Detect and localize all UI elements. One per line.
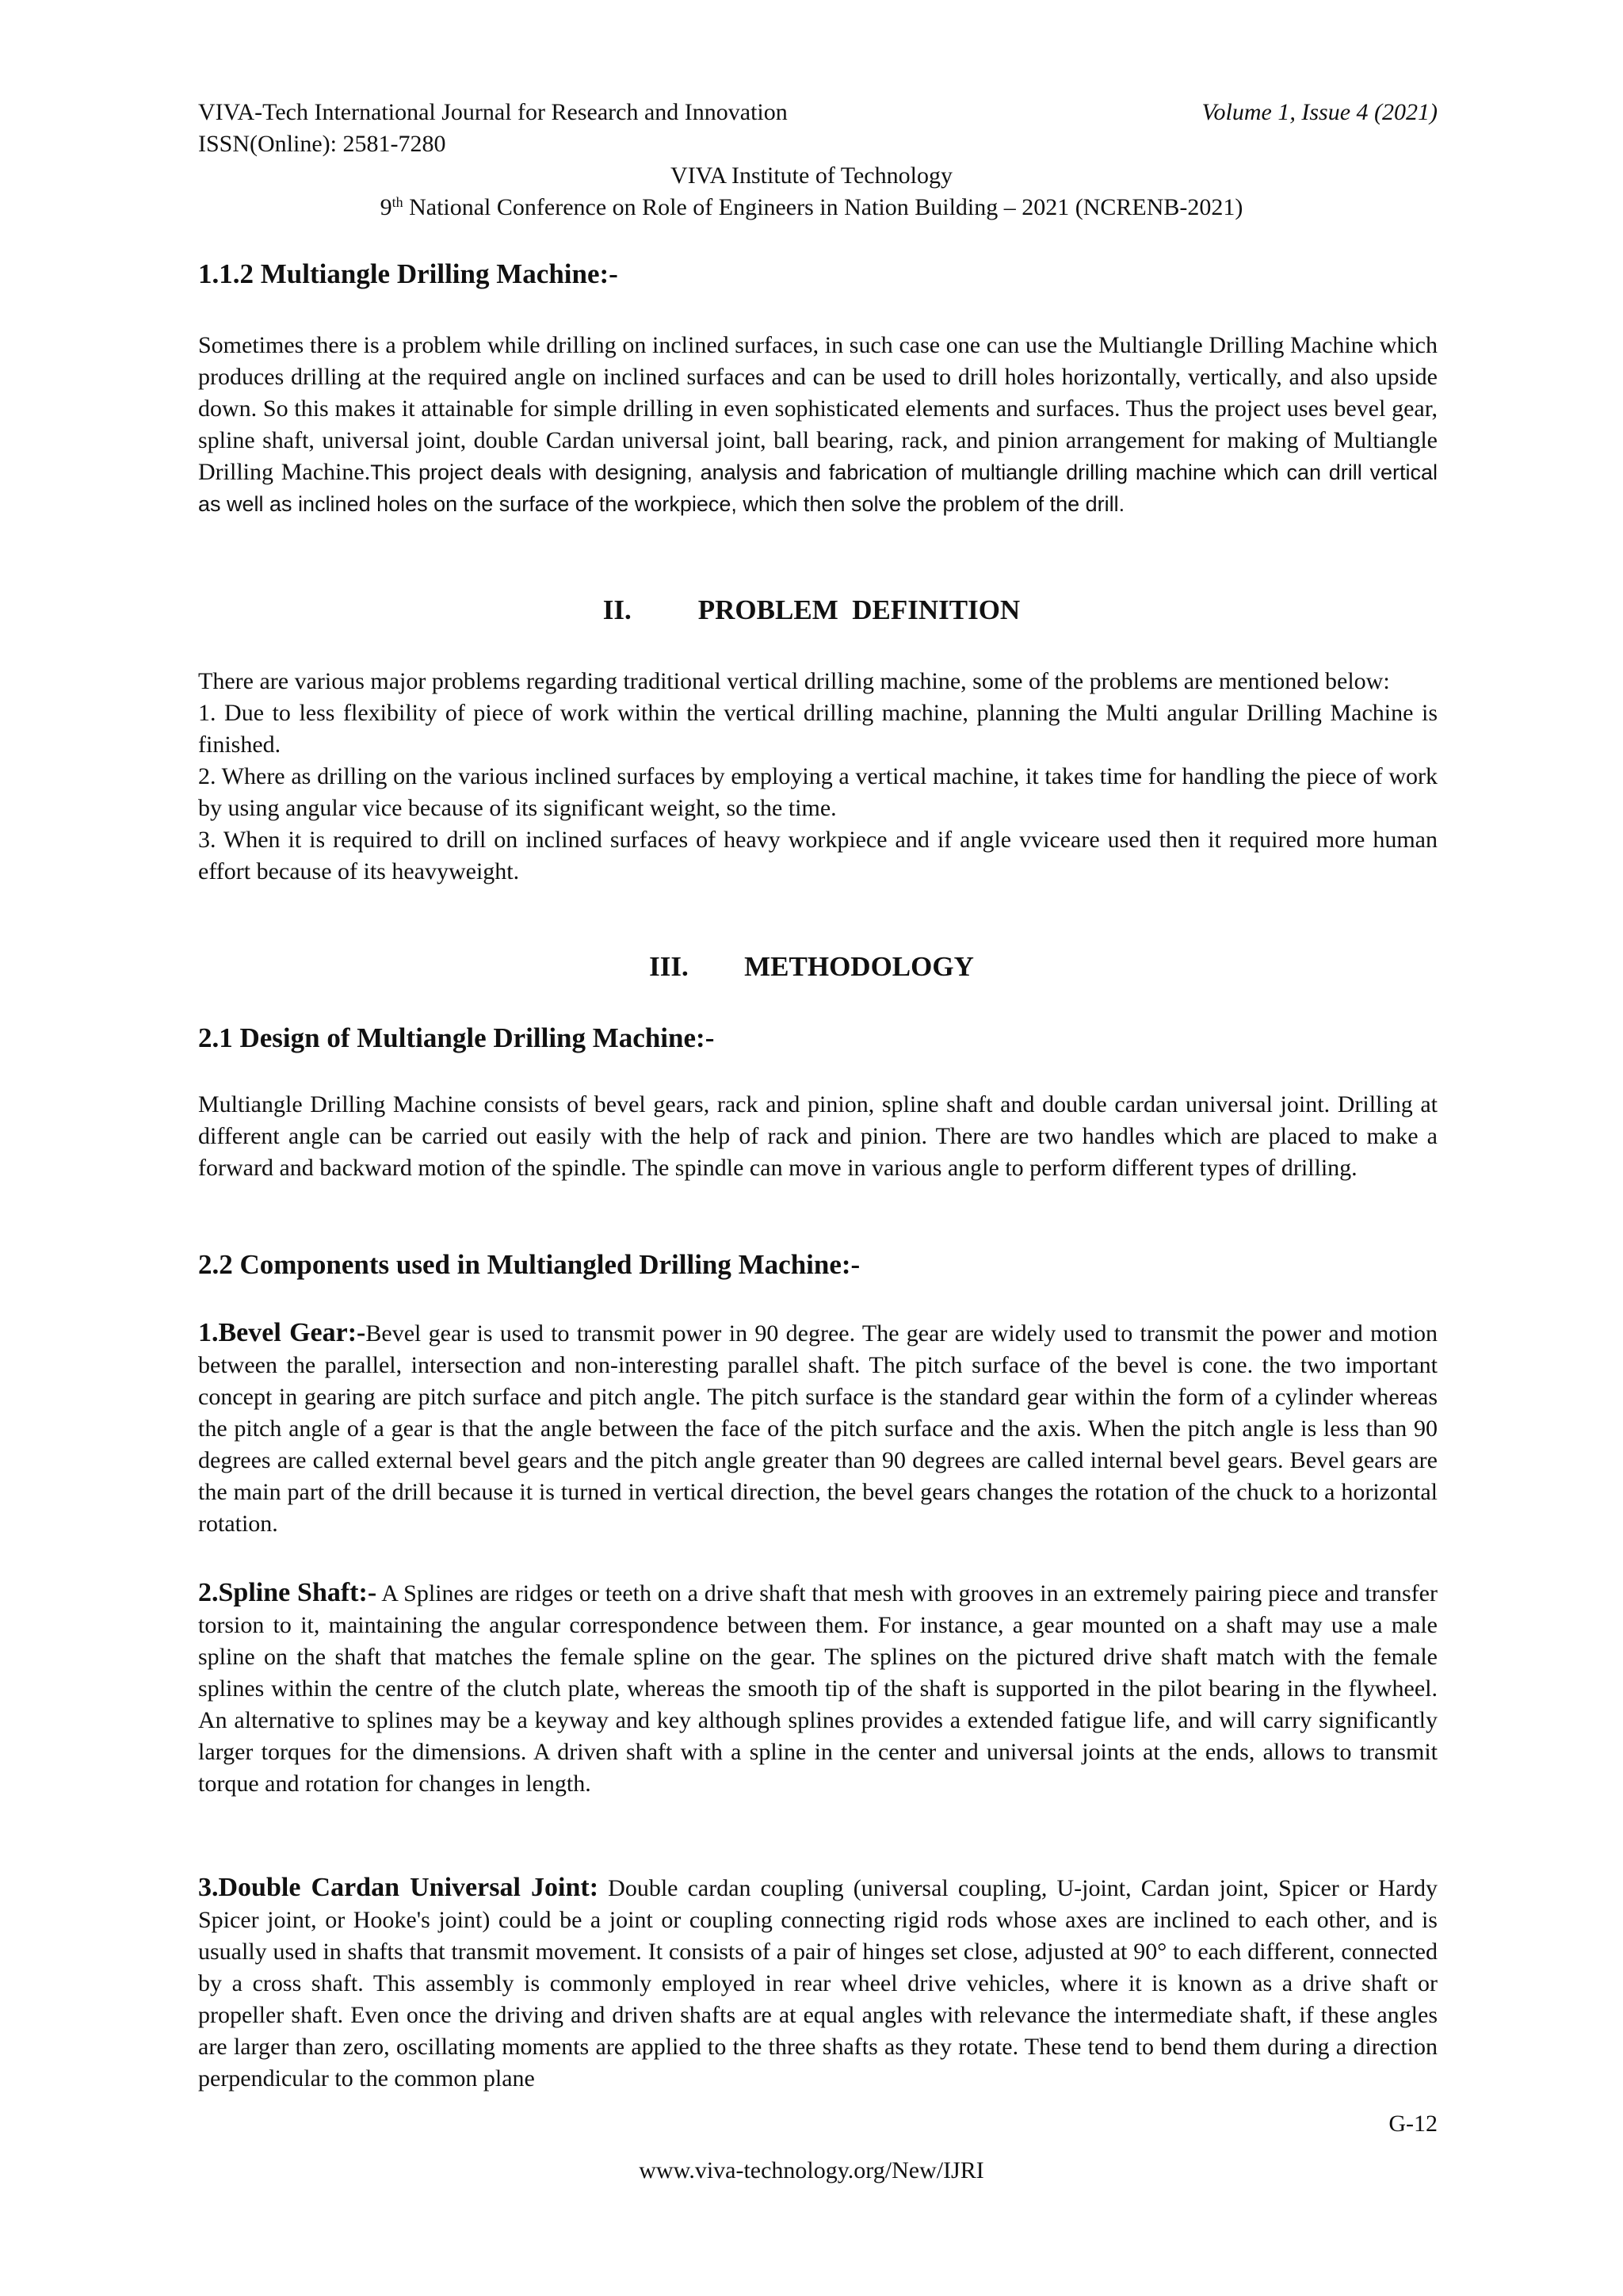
section-number: II.	[602, 594, 632, 625]
issn: ISSN(Online): 2581-7280	[198, 131, 446, 157]
double-cardan-text: Double cardan coupling (universal coupling, U-joint, Cardan joint, Spicer or Hardy Spicer joint, or Hooke's joint) could be a joint or coupling connecting rigid rods whose axes are inclined to each other, and is usually used in shafts that transmit movement. It consists of a pair of hinges set close, adjusted at 90° to each different, connected by a cross shaft. This assembly is commonly employed in rear wheel drive vehicles, where it is known as a drive shaft or propeller shaft. Even once the driving and driven shafts are at equal angles with relevance the intermediate shaft, if these angles are larger than zero, oscillating moments are applied to the three shafts as they rotate. These tend to bend them during a direction perpendicular to the common plane	[198, 1875, 1438, 2092]
section-heading-methodology	[0, 949, 1623, 984]
section-heading-problem-definition	[0, 593, 1623, 628]
spline-shaft-text: A Splines are ridges or teeth on a drive shaft that mesh with grooves in an extremely pairing piece and transfer torsion to it, maintaining the angular correspondence between them. For instance, a gear mounted on a shaft may use a male spline on the shaft that matches the female spline on the gear. The splines on the pictured drive shaft match with the female splines within the centre of the clutch plate, whereas the smooth tip of the shaft is supported in the pilot bearing in the flywheel. An alternative to splines may be a keyway and key although splines provides a extended fatigue life, and will carry significantly larger torques for the dimensions. A driven shaft with a spline in the center and universal joints at the ends, allows to transmit torque and rotation for changes in length.	[198, 1580, 1438, 1797]
paragraph-multiangle-project: This project deals with designing, analysis and fabrication of multiangle drilling machine which can drill vertical as well as inclined holes on the surface of the workpiece, which then solve the problem of the drill.	[198, 460, 1438, 516]
section-title: METHODOLOGY	[744, 951, 974, 982]
page-number: G-12	[1388, 2111, 1438, 2137]
paragraph-multiangle-intro	[198, 330, 1438, 520]
conference-ordinal: 9	[380, 194, 392, 220]
heading-2-2: 2.2 Components used in Multiangled Drilling Machine:-	[198, 1249, 861, 1280]
spline-shaft-lead: 2.Spline Shaft:-	[198, 1578, 377, 1607]
conference-rest: National Conference on Role of Engineers in Nation Building – 2021 (NCRENB-2021)	[403, 194, 1243, 220]
problem-definition-body	[198, 666, 1438, 888]
problem-item-3: 3. When it is required to drill on inclined surfaces of heavy workpiece and if angle vviceare used then it required more human effort because of its heavyweight.	[198, 827, 1438, 884]
problem-intro: There are various major problems regarding traditional vertical drilling machine, some of the problems are mentioned below:	[198, 668, 1390, 694]
conference-ordinal-suffix: th	[391, 194, 403, 210]
bevel-gear-text: Bevel gear is used to transmit power in 90 degree. The gear are widely used to transmit the power and motion between the parallel, intersection and non-interesting parallel shaft. The pitch surface of the bevel is cone. the two important concept in gearing are pitch surface and pitch angle. The pitch surface is the standard gear within the form of a cylinder whereas the pitch angle of a gear is that the angle between the face of the pitch surface and the axis. When the pitch angle is less than 90 degrees are called external bevel gears and the pitch angle greater than 90 degrees are called internal bevel gears. Bevel gears are the main part of the drill because it is turned in vertical direction, the bevel gears changes the rotation of the chuck to a horizontal rotation.	[198, 1320, 1438, 1537]
institute-name: VIVA Institute of Technology	[670, 162, 953, 189]
section-title: PROBLEM DEFINITION	[697, 594, 1021, 625]
volume-issue: Volume 1, Issue 4 (2021)	[1201, 99, 1438, 125]
paragraph-multiangle-text: Sometimes there is a problem while drilling on inclined surfaces, in such case one can use the Multiangle Drilling Machine which produces drilling at the required angle on inclined surfaces and can be used to drill holes horizontally, vertically, and also upside down. So this makes it attainable for simple drilling in even sophisticated elements and surfaces. Thus the project uses bevel gear, spline shaft, universal joint, double Cardan universal joint, ball bearing, rack, and pinion arrangement for making of Multiangle Drilling Machine.	[198, 332, 1438, 485]
footer-url: www.viva-technology.org/New/IJRI	[639, 2157, 984, 2183]
journal-name: VIVA-Tech International Journal for Research and Innovation	[198, 99, 788, 125]
paragraph-design: Multiangle Drilling Machine consists of bevel gears, rack and pinion, spline shaft and double cardan universal joint. Drilling at different angle can be carried out easily with the help of rack and pinion. There are two handles which are placed to make a forward and backward motion of the spindle. The spindle can move in various angle to perform different types of drilling.	[198, 1091, 1438, 1181]
paragraph-bevel-gear	[198, 1317, 1438, 1540]
heading-2-1: 2.1 Design of Multiangle Drilling Machine:-	[198, 1022, 715, 1053]
section-number: III.	[649, 951, 689, 982]
paragraph-spline-shaft	[198, 1577, 1438, 1800]
conference-name	[0, 192, 1623, 223]
paragraph-double-cardan	[198, 1872, 1438, 2095]
bevel-gear-lead: 1.Bevel Gear:-	[198, 1318, 366, 1347]
problem-item-2: 2. Where as drilling on the various inclined surfaces by employing a vertical machine, it takes time for handling the piece of work by using angular vice because of its significant weight, so the time.	[198, 763, 1438, 821]
double-cardan-lead: 3.Double Cardan Universal Joint:	[198, 1873, 599, 1902]
heading-1-1-2: 1.1.2 Multiangle Drilling Machine:-	[198, 258, 618, 289]
problem-item-1: 1. Due to less flexibility of piece of work within the vertical drilling machine, planning the Multi angular Drilling Machine is finished.	[198, 700, 1438, 758]
